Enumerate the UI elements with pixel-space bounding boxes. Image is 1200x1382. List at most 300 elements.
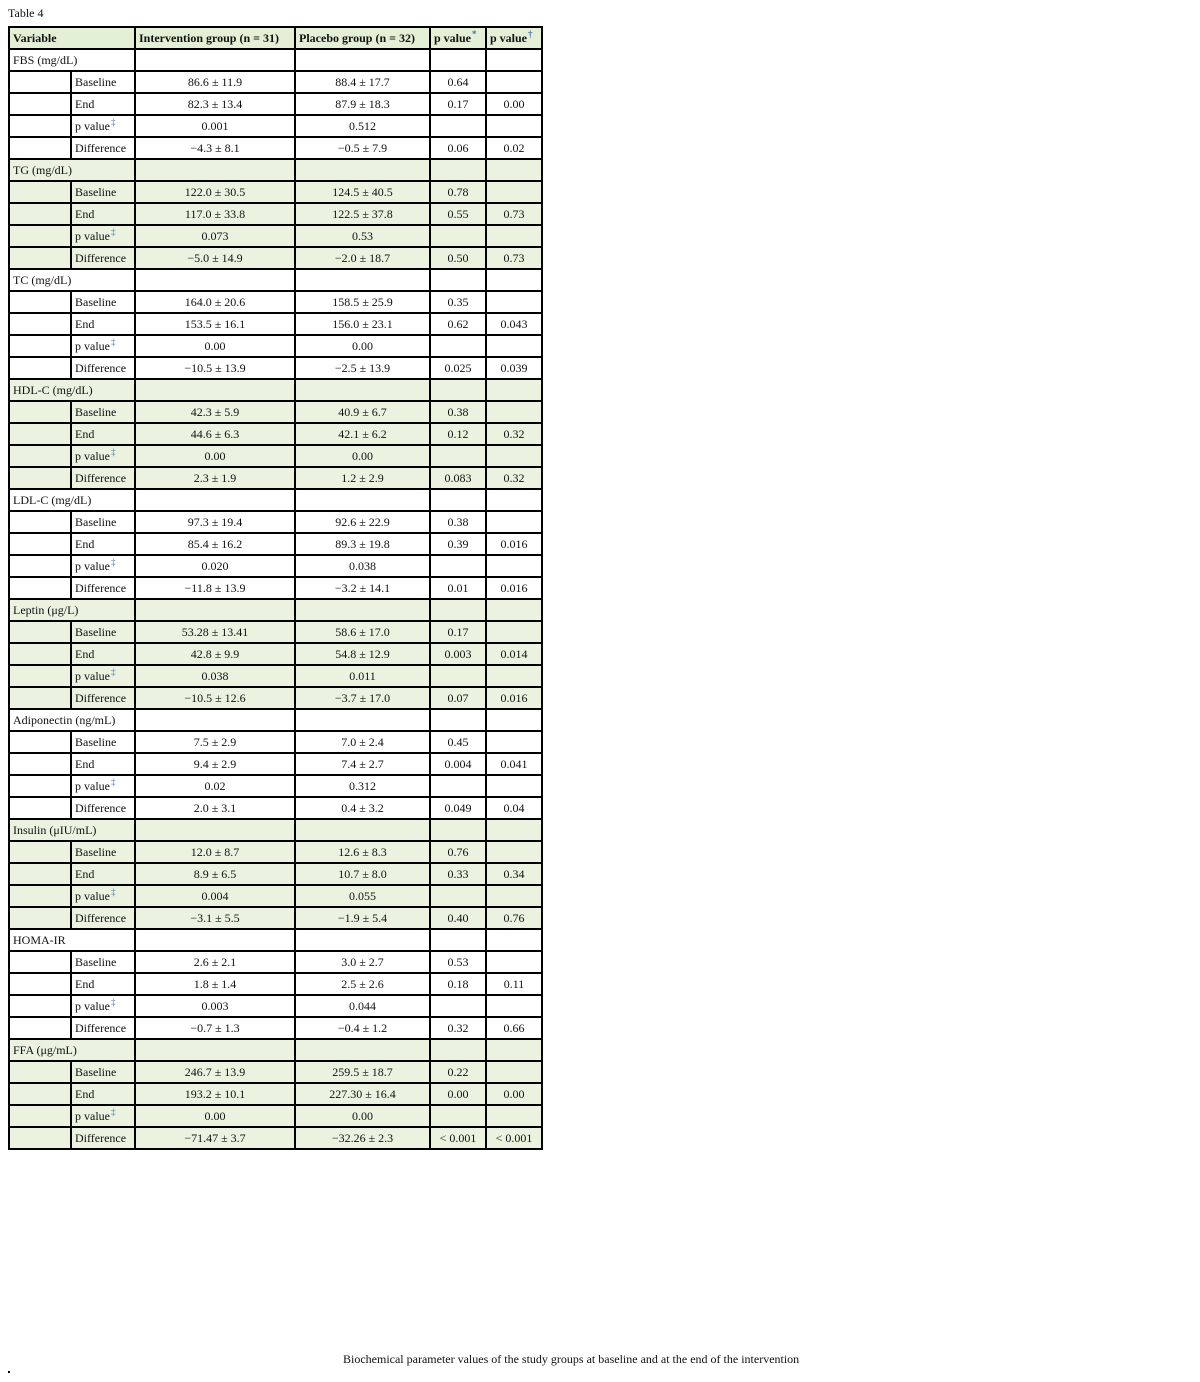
row-label: p value‡ xyxy=(71,115,135,137)
intervention-value: 0.073 xyxy=(135,225,295,247)
table-row xyxy=(9,291,542,313)
row-label: Difference xyxy=(71,1017,135,1039)
intervention-value: 82.3 ± 13.4 xyxy=(135,93,295,115)
empty-cell xyxy=(430,269,486,291)
indent-cell xyxy=(9,863,71,885)
placebo-value: 40.9 ± 6.7 xyxy=(295,401,430,423)
group-row xyxy=(9,599,542,621)
empty-cell xyxy=(430,709,486,731)
p-value-adjusted: 0.34 xyxy=(486,863,542,885)
empty-cell xyxy=(135,49,295,71)
p-value-between: 0.003 xyxy=(430,643,486,665)
table-title: Table 4 xyxy=(8,6,44,20)
intervention-value: 44.6 ± 6.3 xyxy=(135,423,295,445)
empty-cell xyxy=(486,929,542,951)
indent-cell xyxy=(9,995,71,1017)
header-row xyxy=(9,27,542,49)
p-value-between xyxy=(430,115,486,137)
p-value-between: 0.55 xyxy=(430,203,486,225)
p-value-adjusted xyxy=(486,885,542,907)
placebo-value: 156.0 ± 23.1 xyxy=(295,313,430,335)
row-label: End xyxy=(71,753,135,775)
placebo-value: 0.53 xyxy=(295,225,430,247)
group-row xyxy=(9,819,542,841)
indent-cell xyxy=(9,93,71,115)
empty-cell xyxy=(295,819,430,841)
table-row xyxy=(9,423,542,445)
empty-cell xyxy=(486,709,542,731)
placebo-value: 0.00 xyxy=(295,1105,430,1127)
footnote-mark-double-dagger[interactable]: ‡ xyxy=(111,997,116,1007)
indent-cell xyxy=(9,357,71,379)
table-row xyxy=(9,1017,542,1039)
indent-cell xyxy=(9,1083,71,1105)
table-row xyxy=(9,555,542,577)
p-value-between: 0.39 xyxy=(430,533,486,555)
table-row xyxy=(9,445,542,467)
empty-cell xyxy=(295,269,430,291)
empty-cell xyxy=(486,269,542,291)
empty-cell xyxy=(486,599,542,621)
header-intervention: Intervention group (n = 31) xyxy=(135,27,295,49)
empty-cell xyxy=(430,49,486,71)
row-label: Difference xyxy=(71,687,135,709)
p-value-between: 0.18 xyxy=(430,973,486,995)
group-row xyxy=(9,379,542,401)
placebo-value: 122.5 ± 37.8 xyxy=(295,203,430,225)
row-label: Baseline xyxy=(71,621,135,643)
p-value-adjusted: 0.73 xyxy=(486,203,542,225)
group-row xyxy=(9,1039,542,1061)
empty-cell xyxy=(430,159,486,181)
table-row xyxy=(9,885,542,907)
indent-cell xyxy=(9,313,71,335)
p-value-adjusted: 0.014 xyxy=(486,643,542,665)
indent-cell xyxy=(9,753,71,775)
empty-cell xyxy=(295,379,430,401)
row-label: End xyxy=(71,203,135,225)
row-label: p value‡ xyxy=(71,335,135,357)
indent-cell xyxy=(9,511,71,533)
p-value-adjusted xyxy=(486,445,542,467)
row-label: Difference xyxy=(71,1127,135,1149)
table-row xyxy=(9,1061,542,1083)
intervention-value: 2.0 ± 3.1 xyxy=(135,797,295,819)
intervention-value: 0.004 xyxy=(135,885,295,907)
indent-cell xyxy=(9,1105,71,1127)
table-row xyxy=(9,907,542,929)
placebo-value: 0.312 xyxy=(295,775,430,797)
table-row xyxy=(9,665,542,687)
group-row xyxy=(9,709,542,731)
intervention-value: 0.00 xyxy=(135,335,295,357)
row-label: p value‡ xyxy=(71,555,135,577)
empty-cell xyxy=(486,49,542,71)
p-value-adjusted xyxy=(486,951,542,973)
p-value-adjusted xyxy=(486,335,542,357)
table-row xyxy=(9,335,542,357)
placebo-value: 0.038 xyxy=(295,555,430,577)
row-label: Baseline xyxy=(71,71,135,93)
indent-cell xyxy=(9,797,71,819)
placebo-value: 12.6 ± 8.3 xyxy=(295,841,430,863)
empty-cell xyxy=(486,819,542,841)
placebo-value: 7.4 ± 2.7 xyxy=(295,753,430,775)
indent-cell xyxy=(9,951,71,973)
placebo-value: 0.4 ± 3.2 xyxy=(295,797,430,819)
placebo-value: 3.0 ± 2.7 xyxy=(295,951,430,973)
p-value-adjusted xyxy=(486,225,542,247)
intervention-value: −0.7 ± 1.3 xyxy=(135,1017,295,1039)
empty-cell xyxy=(430,489,486,511)
p-value-adjusted xyxy=(486,995,542,1017)
p-value-between: 0.049 xyxy=(430,797,486,819)
intervention-value: −4.3 ± 8.1 xyxy=(135,137,295,159)
p-value-between: < 0.001 xyxy=(430,1127,486,1149)
p-value-between: 0.025 xyxy=(430,357,486,379)
indent-cell xyxy=(9,225,71,247)
table-row xyxy=(9,511,542,533)
indent-cell xyxy=(9,71,71,93)
row-label: Baseline xyxy=(71,511,135,533)
intervention-value: −71.47 ± 3.7 xyxy=(135,1127,295,1149)
p-value-between: 0.01 xyxy=(430,577,486,599)
footnote-mark-dagger[interactable]: † xyxy=(528,29,533,39)
p-value-between: 0.40 xyxy=(430,907,486,929)
table-row xyxy=(9,973,542,995)
p-value-between: 0.35 xyxy=(430,291,486,313)
group-label: FFA (μg/mL) xyxy=(9,1039,135,1061)
row-label: Baseline xyxy=(71,401,135,423)
intervention-value: −3.1 ± 5.5 xyxy=(135,907,295,929)
row-label: Baseline xyxy=(71,291,135,313)
intervention-value: 7.5 ± 2.9 xyxy=(135,731,295,753)
p-value-adjusted xyxy=(486,665,542,687)
p-value-between: 0.00 xyxy=(430,1083,486,1105)
placebo-value: 10.7 ± 8.0 xyxy=(295,863,430,885)
intervention-value: 85.4 ± 16.2 xyxy=(135,533,295,555)
intervention-value: 0.00 xyxy=(135,445,295,467)
placebo-value: 58.6 ± 17.0 xyxy=(295,621,430,643)
intervention-value: 0.038 xyxy=(135,665,295,687)
empty-cell xyxy=(430,819,486,841)
intervention-value: −11.8 ± 13.9 xyxy=(135,577,295,599)
row-label: p value‡ xyxy=(71,445,135,467)
intervention-value: 0.02 xyxy=(135,775,295,797)
p-value-between: 0.17 xyxy=(430,621,486,643)
group-row xyxy=(9,489,542,511)
row-label: End xyxy=(71,93,135,115)
group-label: HOMA-IR xyxy=(9,929,135,951)
table-row xyxy=(9,533,542,555)
table-row xyxy=(9,137,542,159)
footnote-mark-double-dagger[interactable]: ‡ xyxy=(111,777,116,787)
empty-cell xyxy=(295,599,430,621)
intervention-value: 2.6 ± 2.1 xyxy=(135,951,295,973)
empty-cell xyxy=(135,819,295,841)
row-label: End xyxy=(71,313,135,335)
row-label: Baseline xyxy=(71,731,135,753)
indent-cell xyxy=(9,423,71,445)
group-row xyxy=(9,929,542,951)
indent-cell xyxy=(9,137,71,159)
row-label: p value‡ xyxy=(71,225,135,247)
indent-cell xyxy=(9,291,71,313)
p-value-between: 0.07 xyxy=(430,687,486,709)
empty-cell xyxy=(295,489,430,511)
table-row xyxy=(9,775,542,797)
empty-cell xyxy=(135,709,295,731)
p-value-adjusted: 0.016 xyxy=(486,687,542,709)
stray-mark xyxy=(8,1371,10,1373)
placebo-value: 0.044 xyxy=(295,995,430,1017)
intervention-value: 53.28 ± 13.41 xyxy=(135,621,295,643)
intervention-value: 0.001 xyxy=(135,115,295,137)
indent-cell xyxy=(9,203,71,225)
table-row xyxy=(9,577,542,599)
table-row xyxy=(9,687,542,709)
footnote-mark-double-dagger[interactable]: ‡ xyxy=(111,447,116,457)
empty-cell xyxy=(135,599,295,621)
row-label: End xyxy=(71,643,135,665)
footnote-mark-double-dagger[interactable]: ‡ xyxy=(111,337,116,347)
p-value-between xyxy=(430,885,486,907)
intervention-value: 42.8 ± 9.9 xyxy=(135,643,295,665)
group-label: TC (mg/dL) xyxy=(9,269,135,291)
placebo-value: 54.8 ± 12.9 xyxy=(295,643,430,665)
p-value-between: 0.004 xyxy=(430,753,486,775)
group-label: Insulin (μIU/mL) xyxy=(9,819,135,841)
row-label: End xyxy=(71,973,135,995)
placebo-value: 124.5 ± 40.5 xyxy=(295,181,430,203)
row-label: p value‡ xyxy=(71,665,135,687)
empty-cell xyxy=(295,709,430,731)
row-label: p value‡ xyxy=(71,1105,135,1127)
p-value-between: 0.38 xyxy=(430,511,486,533)
p-value-adjusted xyxy=(486,511,542,533)
table-row xyxy=(9,1127,542,1149)
table-caption: Biochemical parameter values of the study groups at baseline and at the end of the intervention xyxy=(343,1352,800,1366)
intervention-value: 42.3 ± 5.9 xyxy=(135,401,295,423)
placebo-value: 7.0 ± 2.4 xyxy=(295,731,430,753)
p-value-between xyxy=(430,775,486,797)
row-label: End xyxy=(71,863,135,885)
table-row xyxy=(9,71,542,93)
p-value-adjusted: 0.02 xyxy=(486,137,542,159)
p-value-adjusted: 0.73 xyxy=(486,247,542,269)
indent-cell xyxy=(9,665,71,687)
intervention-value: 8.9 ± 6.5 xyxy=(135,863,295,885)
placebo-value: 92.6 ± 22.9 xyxy=(295,511,430,533)
row-label: Baseline xyxy=(71,181,135,203)
empty-cell xyxy=(486,489,542,511)
indent-cell xyxy=(9,687,71,709)
footnote-mark-double-dagger[interactable]: ‡ xyxy=(111,227,116,237)
table-row xyxy=(9,115,542,137)
row-label: Baseline xyxy=(71,1061,135,1083)
group-label: LDL-C (mg/dL) xyxy=(9,489,135,511)
p-value-between: 0.12 xyxy=(430,423,486,445)
footnote-mark-double-dagger[interactable]: ‡ xyxy=(111,557,116,567)
footnote-mark-double-dagger[interactable]: ‡ xyxy=(111,887,116,897)
group-row xyxy=(9,49,542,71)
p-value-adjusted: 0.00 xyxy=(486,1083,542,1105)
table-row xyxy=(9,247,542,269)
indent-cell xyxy=(9,731,71,753)
p-value-adjusted xyxy=(486,401,542,423)
footnote-mark-double-dagger[interactable]: ‡ xyxy=(111,117,116,127)
p-value-between: 0.45 xyxy=(430,731,486,753)
indent-cell xyxy=(9,907,71,929)
indent-cell xyxy=(9,555,71,577)
table-row xyxy=(9,753,542,775)
row-label: End xyxy=(71,423,135,445)
placebo-value: 0.00 xyxy=(295,335,430,357)
table-row xyxy=(9,1105,542,1127)
p-value-adjusted xyxy=(486,71,542,93)
intervention-value: −10.5 ± 13.9 xyxy=(135,357,295,379)
indent-cell xyxy=(9,621,71,643)
placebo-value: 42.1 ± 6.2 xyxy=(295,423,430,445)
row-label: Difference xyxy=(71,137,135,159)
empty-cell xyxy=(486,159,542,181)
p-value-adjusted: 0.043 xyxy=(486,313,542,335)
empty-cell xyxy=(295,929,430,951)
placebo-value: 0.011 xyxy=(295,665,430,687)
intervention-value: 122.0 ± 30.5 xyxy=(135,181,295,203)
p-value-adjusted xyxy=(486,181,542,203)
empty-cell xyxy=(135,379,295,401)
empty-cell xyxy=(295,49,430,71)
placebo-value: 0.512 xyxy=(295,115,430,137)
empty-cell xyxy=(430,379,486,401)
table-row xyxy=(9,313,542,335)
intervention-value: 97.3 ± 19.4 xyxy=(135,511,295,533)
indent-cell xyxy=(9,335,71,357)
empty-cell xyxy=(135,269,295,291)
intervention-value: −5.0 ± 14.9 xyxy=(135,247,295,269)
table-row xyxy=(9,181,542,203)
indent-cell xyxy=(9,1061,71,1083)
indent-cell xyxy=(9,577,71,599)
placebo-value: 89.3 ± 19.8 xyxy=(295,533,430,555)
row-label: Difference xyxy=(71,247,135,269)
p-value-adjusted xyxy=(486,1105,542,1127)
p-value-between xyxy=(430,445,486,467)
placebo-value: −1.9 ± 5.4 xyxy=(295,907,430,929)
indent-cell xyxy=(9,775,71,797)
table-row xyxy=(9,203,542,225)
table-row xyxy=(9,401,542,423)
intervention-value: 9.4 ± 2.9 xyxy=(135,753,295,775)
empty-cell xyxy=(486,379,542,401)
placebo-value: 88.4 ± 17.7 xyxy=(295,71,430,93)
p-value-adjusted: 0.039 xyxy=(486,357,542,379)
table-row xyxy=(9,863,542,885)
empty-cell xyxy=(135,929,295,951)
p-value-between xyxy=(430,335,486,357)
table-row xyxy=(9,1083,542,1105)
footnote-mark-double-dagger[interactable]: ‡ xyxy=(111,1107,116,1117)
p-value-between: 0.17 xyxy=(430,93,486,115)
indent-cell xyxy=(9,181,71,203)
row-label: p value‡ xyxy=(71,995,135,1017)
placebo-value: −0.5 ± 7.9 xyxy=(295,137,430,159)
row-label: Difference xyxy=(71,797,135,819)
indent-cell xyxy=(9,247,71,269)
p-value-adjusted xyxy=(486,775,542,797)
p-value-adjusted xyxy=(486,841,542,863)
row-label: End xyxy=(71,533,135,555)
group-row xyxy=(9,159,542,181)
p-value-between xyxy=(430,1105,486,1127)
row-label: End xyxy=(71,1083,135,1105)
indent-cell xyxy=(9,533,71,555)
table-row xyxy=(9,951,542,973)
empty-cell xyxy=(295,159,430,181)
p-value-adjusted xyxy=(486,731,542,753)
footnote-mark-asterisk[interactable]: * xyxy=(472,29,477,39)
empty-cell xyxy=(135,489,295,511)
indent-cell xyxy=(9,115,71,137)
row-label: p value‡ xyxy=(71,885,135,907)
table-body xyxy=(9,49,542,1149)
p-value-adjusted: < 0.001 xyxy=(486,1127,542,1149)
intervention-value: 86.6 ± 11.9 xyxy=(135,71,295,93)
row-label: p value‡ xyxy=(71,775,135,797)
p-value-adjusted: 0.66 xyxy=(486,1017,542,1039)
p-value-between: 0.76 xyxy=(430,841,486,863)
group-label: Adiponectin (ng/mL) xyxy=(9,709,135,731)
table-row xyxy=(9,467,542,489)
p-value-adjusted: 0.016 xyxy=(486,533,542,555)
p-value-adjusted xyxy=(486,115,542,137)
group-row xyxy=(9,269,542,291)
indent-cell xyxy=(9,401,71,423)
placebo-value: −32.26 ± 2.3 xyxy=(295,1127,430,1149)
placebo-value: −2.0 ± 18.7 xyxy=(295,247,430,269)
p-value-adjusted xyxy=(486,1061,542,1083)
placebo-value: −3.7 ± 17.0 xyxy=(295,687,430,709)
p-value-between: 0.33 xyxy=(430,863,486,885)
table-row xyxy=(9,731,542,753)
footnote-mark-double-dagger[interactable]: ‡ xyxy=(111,667,116,677)
empty-cell xyxy=(430,929,486,951)
p-value-between: 0.53 xyxy=(430,951,486,973)
table-row xyxy=(9,995,542,1017)
placebo-value: −0.4 ± 1.2 xyxy=(295,1017,430,1039)
group-label: FBS (mg/dL) xyxy=(9,49,135,71)
indent-cell xyxy=(9,973,71,995)
p-value-adjusted xyxy=(486,621,542,643)
empty-cell xyxy=(430,599,486,621)
placebo-value: 0.00 xyxy=(295,445,430,467)
p-value-adjusted: 0.00 xyxy=(486,93,542,115)
placebo-value: 1.2 ± 2.9 xyxy=(295,467,430,489)
p-value-between: 0.62 xyxy=(430,313,486,335)
intervention-value: 0.020 xyxy=(135,555,295,577)
indent-cell xyxy=(9,467,71,489)
p-value-between xyxy=(430,225,486,247)
header-p-value-between: p value* xyxy=(430,27,486,49)
intervention-value: 2.3 ± 1.9 xyxy=(135,467,295,489)
intervention-value: 153.5 ± 16.1 xyxy=(135,313,295,335)
p-value-adjusted: 0.016 xyxy=(486,577,542,599)
table-row xyxy=(9,225,542,247)
header-placebo: Placebo group (n = 32) xyxy=(295,27,430,49)
group-label: TG (mg/dL) xyxy=(9,159,135,181)
indent-cell xyxy=(9,1017,71,1039)
